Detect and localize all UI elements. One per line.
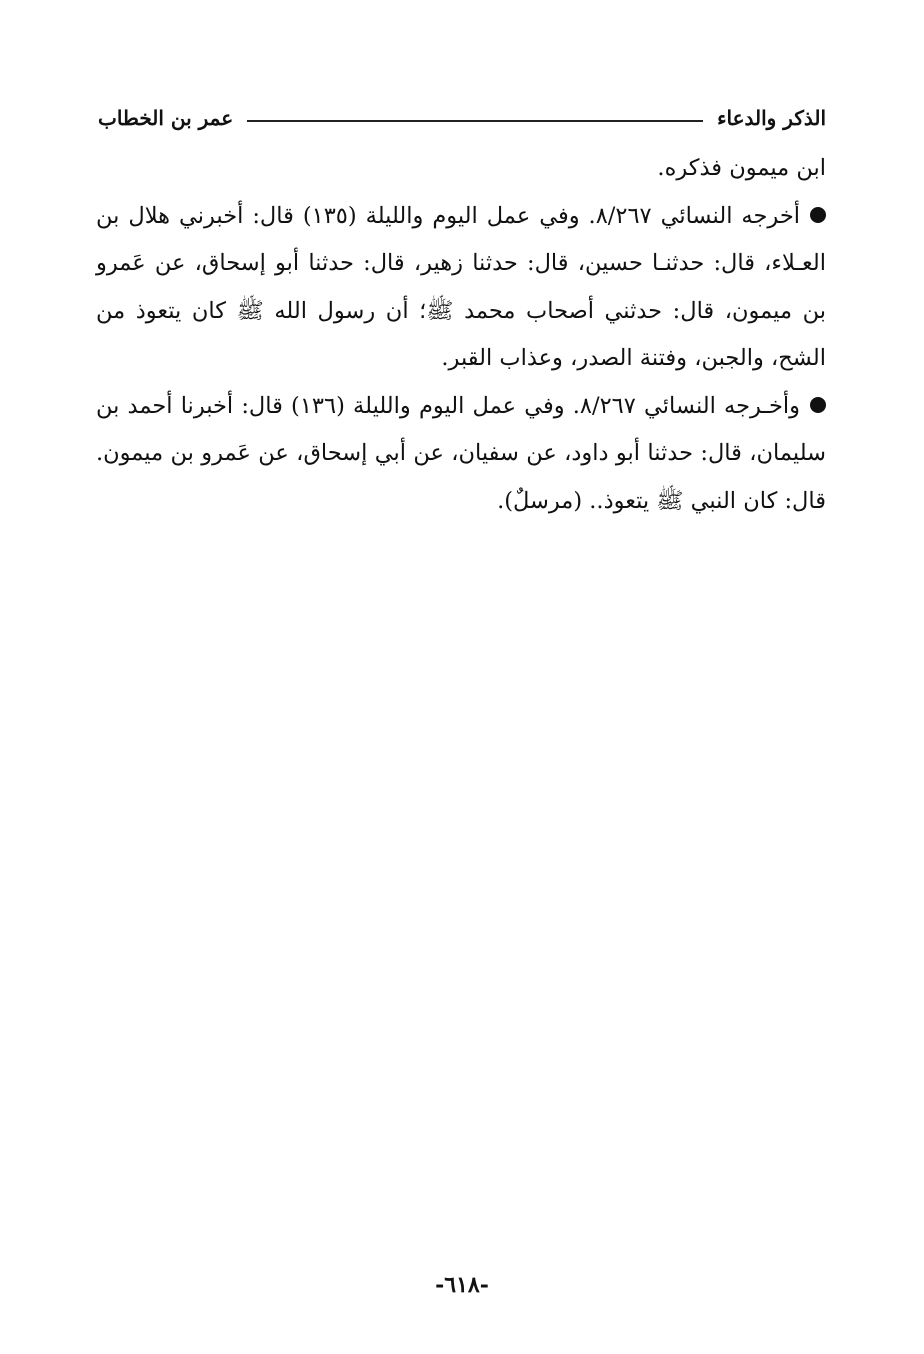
header-rule: [247, 120, 703, 122]
paragraph-text: أخرجه النسائي ٨/٢٦٧. وفي عمل اليوم والليلة (١٣٥) قال: أخبرني هلال بن العـلاء، قال: حدثنـا حسين، قال: حدثنا زهير، قال: حدثنا أبو إسحاق، عن عَمرو بن ميمون، قال: حدثني أصحاب محمد ﷺ؛ أن رسول الله ﷺ كان يتعوذ من الشح، والجبن، وفتنة الصدر، وعذاب القبر.: [96, 202, 826, 371]
paragraph-continuation: [96, 145, 826, 193]
running-header: [98, 100, 826, 136]
paragraph-takhrij-2: [96, 383, 826, 526]
paragraph-text: ابن ميمون فذكره.: [657, 155, 826, 181]
header-section-title: عمر بن الخطاب: [98, 106, 234, 130]
paragraph-takhrij-1: [96, 193, 826, 383]
paragraph-text: وأخـرجه النسائي ٨/٢٦٧. وفي عمل اليوم والليلة (١٣٦) قال: أخبرنا أحمد بن سليمان، قال: حدثنا أبو داود، عن سفيان، عن أبي إسحاق، عن عَمرو بن ميمون. قال: كان النبي ﷺ يتعوذ.. (مرسلٌ).: [96, 392, 826, 514]
body-text: [96, 145, 826, 525]
bullet-icon: [810, 397, 826, 413]
header-book-title: الذكر والدعاء: [717, 106, 826, 130]
bullet-icon: [810, 207, 826, 223]
page-number: -٦١٨-: [435, 1272, 489, 1298]
